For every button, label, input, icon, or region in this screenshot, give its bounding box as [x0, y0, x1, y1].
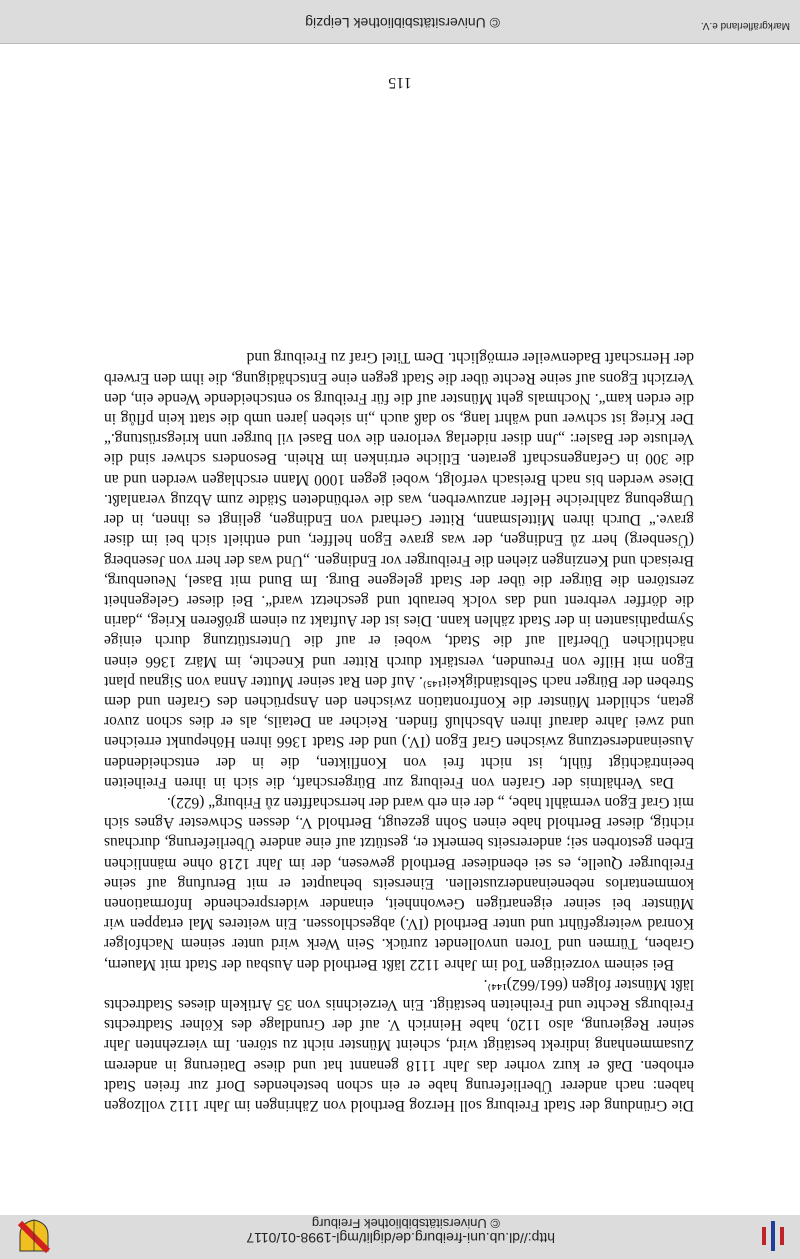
paragraph-3: Das Verhältnis der Grafen von Freiburg zur Bürgerschaft, die sich in ihren Freiheiten beeinträchtigt fühlt, ist nicht frei von Konflikten, die in der entscheidenden Auseinandersetzung zwischen Graf Egon (IV.) und der Stadt 1366 ihren Höhepunkt erreichen und zwei Jahre darauf ihren Abschluß finden. Reicher an Details, als er dies schon zuvor getan, schildert Münster die Konfrontation zwischen den Ansprüchen des Grafen und dem Streben der Bürger nach Selbständigkeit¹⁴⁵⁾. Auf den Rat seiner Mutter Anna von Signau plant Egon mit Hilfe von Freunden, verstärkt durch Ritter und Knechte, im März 1366 einen nächtlichen Überfall auf die Stadt, wobei er auf die Unterstützung durch einige Sympathisanten in der Stadt zählen kann. Dies ist der Auftakt zu einem größeren Krieg, „darin die dörffer verbrent und das volck beraubt und geschetzt ward“. Bei dieser Gelegenheit zerstören die Bürger die über der Stadt gelegene Burg. Im Bund mit Basel, Neuenburg, Breisach und Kenzingen ziehen die Freiburger vor Endingen. „Und was der herr von Jesenberg (Üsenberg) herr zů Endingen, der was grave Egon helffer, und enthielt sich bei im diser grave.“ Durch ihren Mittelsmann, Ritter Gerhard von Endingen, gelingt es ihnen, in der Umgebung zahlreiche Helfer anzuwerben, was die verbündeten Städte zum Abzug veranlaßt. Diese werden bis nach Breisach verfolgt, wobei gegen 1000 Mann erschlagen werden und an die 300 in Gefangenschaft geraten. Etliche ertrinken im Rhein. Besonders schwer sind die Verluste der Basler: „Jnn diser niderlag verloren die von Basel vil burger unn kriegsrüstung.“ Der Krieg ist schwer und währt lang, so daß auch „in sieben jaren umb die statt kein pflůg in die erden kam“. Nochmals geht Münster auf die für Freiburg so entscheidende Wende ein, den Verzicht Egons auf seine Rechte über die Stadt gegen eine Entschädigung, die ihm den Erwerb der Herrschaft Badenweiler ermöglicht. Dem Titel Graf zu Freiburg und — [104, 349, 694, 791]
footer-brand: Markgräflerland e.V. — [700, 20, 790, 31]
paragraph-1: Die Gründung der Stadt Freiburg soll Herzog Berthold von Zähringen im Jahr 1112 vollzogen haben: nach anderer Überlieferung habe er ein schon bestehendes Dorf zur freien Stadt erhoben. Daß er kurz vorher das Jahr 1118 genannt hat und diese Datierung in anderem Zusammenhang indirekt bestätigt wird, scheint Münster nicht zu stören. Im vierzehnten Jahr seiner Regierung, also 1120, habe Heinrich V. auf der Grundlage des Kölner Stadtrechts Freiburgs Rechte und Freiheiten bestätigt. Ein Verzeichnis von 35 Artikeln dieses Stadtrechts läßt Münster folgen (661/662)¹⁴⁴⁾. — [104, 975, 694, 1114]
viewer-footer — [0, 0, 800, 44]
document-url[interactable]: http://dl.ub.uni-freiburg.de/diglit/mgl-1998-01/0117 — [246, 1230, 555, 1246]
scanned-page — [0, 44, 800, 1215]
page-text — [104, 347, 694, 1115]
coat-of-arms-icon — [18, 1219, 50, 1253]
copyright-notice: © Universitätsbibliothek Freiburg — [311, 1216, 500, 1231]
page-number: 115 — [388, 74, 412, 91]
viewer-header — [0, 1214, 800, 1259]
paragraph-2: Bei seinem vorzeitigen Tod im Jahre 1122 läßt Berthold den Ausbau der Stadt mit Mauern, Graben, Türmen und Toren unvollendet zurück. Sein Werk wird unter seinem Nachfolger Konrad weitergeführt und unter Berthold (IV.) abgeschlossen. Ein weiteres Mal ertappen wir Münster bei seiner eigenartigen Gewohnheit, einander widersprechende Informationen kommentarlos nebeneinanderzustellen. Einerseits behauptet er mit Berufung auf seine Freiburger Quelle, es sei ebendieser Berthold gewesen, der im Jahr 1218 ohne männlichen Erben gestorben sei; andererseits bemerkt er, gestützt auf eine andere Überlieferung, durchaus richtig, dieser Berthold habe einen Sohn gezeugt, Berthold V., dessen Schwester Agnes sich mit Graf Egon vermählt habe, „ der ein erb ward der herrschafften zů Friburg“ (622). — [104, 793, 694, 973]
ub-logo-icon — [758, 1219, 788, 1253]
footer-copyright: © Universitätsbibliothek Leipzig — [305, 15, 500, 31]
